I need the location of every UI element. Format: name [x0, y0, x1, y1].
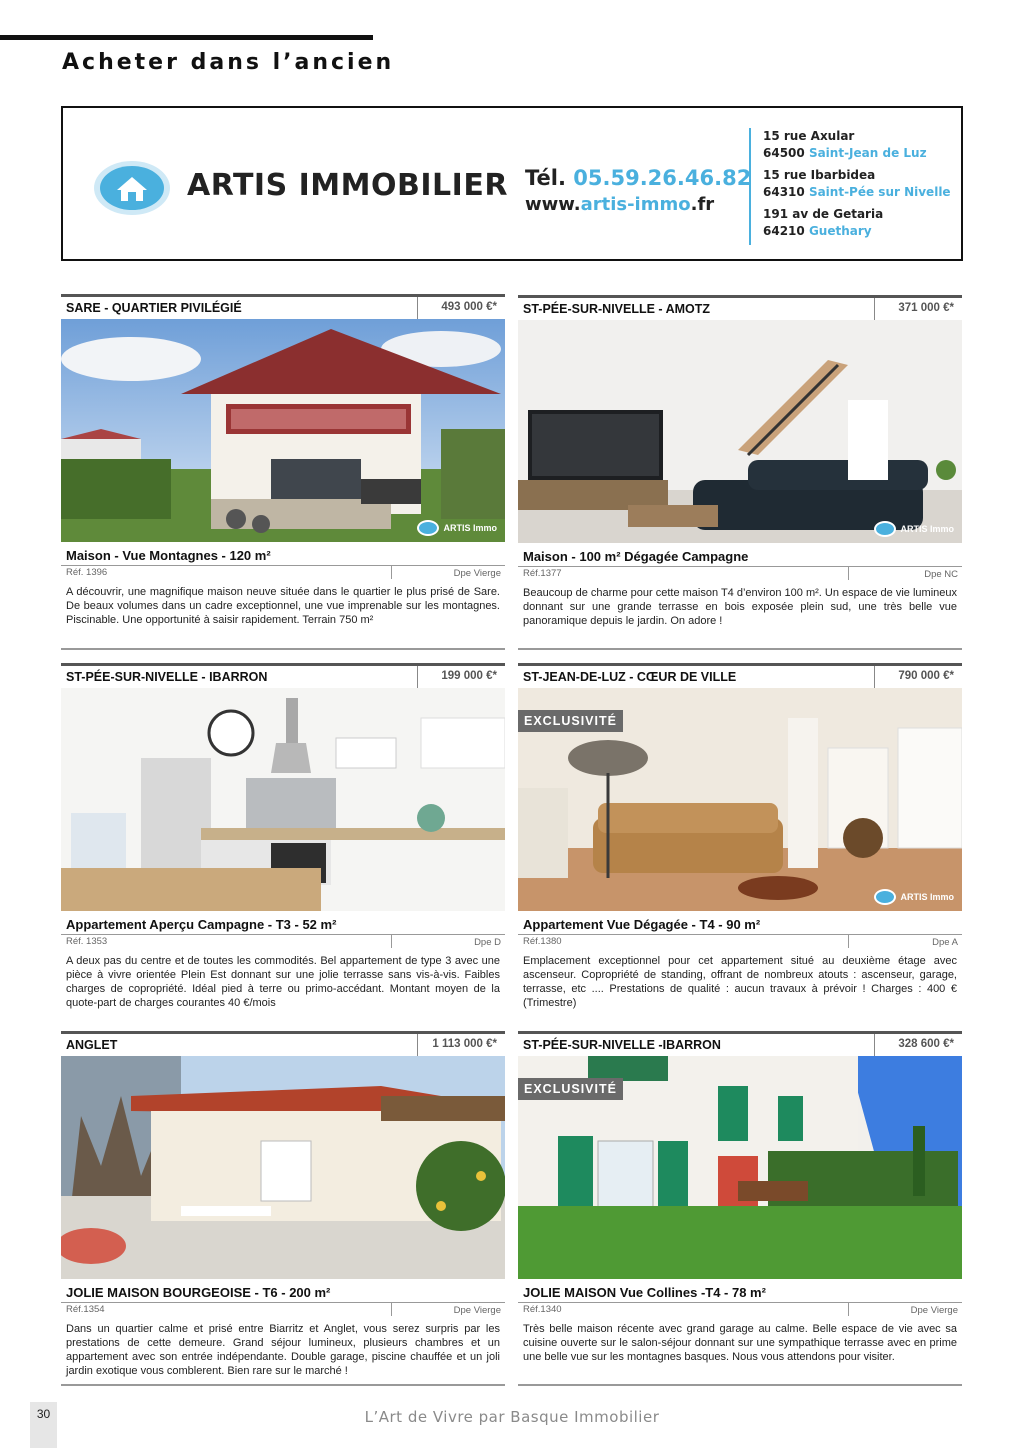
listing-title: Appartement Vue Dégagée - T4 - 90 m² [523, 917, 761, 932]
artis-logo-icon [874, 889, 896, 905]
listing-divider [518, 1384, 962, 1386]
listing-price: 199 000 €* [417, 666, 505, 688]
watermark-text: ARTIS Immo [900, 892, 954, 902]
listing-header [518, 1031, 962, 1056]
garden-house-photo[interactable] [518, 1056, 962, 1279]
listing-dpe: Dpe D [474, 937, 501, 948]
listing-location: ST-PÉE-SUR-NIVELLE -IBARRON [523, 1038, 721, 1052]
listing-ref-row [518, 1302, 962, 1316]
listing-dpe: Dpe Vierge [453, 1305, 501, 1316]
listing-description: A découvrir, une magnifique maison neuve située dans le quartier le plus prisé de Sare. De beaux volumes dans un cadre exceptionnel, une vue imprenable sur les montagnes. Piscinable. Une opportunité à saisir rapidement. Terrain 750 m² [66, 586, 500, 626]
listing-ref: Réf.1340 [523, 1304, 562, 1315]
listing-description: A deux pas du centre et de toutes les commodités. Bel appartement de type 3 avec une pièce à vivre orientée Plein Est donnant sur une jolie terrasse sans vis-à-vis. Faibles charges de copropriété. Idéal pied à terre ou primo-accédant. Montant moyen de la quote-part de charges courantes 40 €/mois [66, 955, 500, 1009]
artis-logo-icon [417, 520, 439, 536]
listing-location: SARE - QUARTIER PIVILÉGIÉ [66, 301, 242, 315]
web-suffix: .fr [690, 194, 715, 215]
listing-ref: Réf.1354 [66, 1304, 105, 1315]
address-postcode: 64210 [763, 224, 805, 238]
listing-ref-row [61, 934, 505, 948]
listing-dpe: Dpe A [932, 937, 958, 948]
address-city: Saint-Jean de Luz [808, 146, 927, 160]
web-prefix: www. [525, 194, 581, 215]
tel-label: Tél. [525, 166, 566, 190]
salon-photo[interactable] [518, 688, 962, 911]
listing-title: JOLIE MAISON Vue Collines -T4 - 78 m² [523, 1285, 766, 1300]
listing-description: Emplacement exceptionnel pour cet appartement situé au deuxième étage avec ascenseur. Copropriété de standing, offrant de nombreux atouts : ascenseur, garage, terrasse, etc .... Prestations de qualité : aucun travaux à prévoir ! Charges : 400 € (Trimestre) [523, 955, 957, 1009]
exclusivity-badge: EXCLUSIVITÉ [518, 710, 623, 732]
agency-phone[interactable] [525, 166, 751, 190]
address-postcode: 64310 [763, 185, 805, 199]
listing-location: ST-PÉE-SUR-NIVELLE - IBARRON [66, 670, 268, 684]
top-rule [0, 35, 373, 40]
watermark [874, 889, 954, 905]
listing-card[interactable] [518, 1031, 962, 1364]
listing-header [518, 295, 962, 320]
listing-location: ST-PÉE-SUR-NIVELLE - AMOTZ [523, 302, 711, 316]
listing-price: 1 113 000 €* [417, 1034, 505, 1056]
listing-ref-row [518, 566, 962, 580]
watermark-text: ARTIS Immo [900, 524, 954, 534]
listing-header [61, 1031, 505, 1056]
address-city-line [763, 184, 951, 201]
listing-dpe: Dpe Vierge [453, 568, 501, 579]
listing-description: Beaucoup de charme pour cette maison T4 d’environ 100 m². Un espace de vie lumineux donnant sur une grande terrasse en bois exposée plein sud, une très belle vue panoramique depuis le jardin. On adore ! [523, 587, 957, 627]
address-city-line [763, 223, 951, 240]
listing-ref-row [518, 934, 962, 948]
agency-website[interactable] [525, 194, 751, 215]
section-title: Acheter dans l’ancien [62, 50, 395, 75]
watermark [874, 521, 954, 537]
listing-divider [61, 1384, 505, 1386]
address-street: 191 av de Getaria [763, 207, 884, 221]
tel-number: 05.59.26.46.82 [573, 166, 752, 190]
listing-location: ST-JEAN-DE-LUZ - CŒUR DE VILLE [523, 670, 737, 684]
listing-title: Maison - Vue Montagnes - 120 m² [66, 548, 271, 563]
listing-card[interactable] [61, 1031, 505, 1378]
exclusivity-badge: EXCLUSIVITÉ [518, 1078, 623, 1100]
listing-dpe: Dpe Vierge [910, 1305, 958, 1316]
listing-header [61, 294, 505, 319]
listing-ref: Réf. 1353 [66, 936, 108, 947]
listing-ref: Réf. 1396 [66, 567, 108, 578]
listing-card[interactable] [518, 663, 962, 1010]
address-street: 15 rue Axular [763, 129, 855, 143]
house-photo[interactable] [61, 319, 505, 542]
listing-price: 493 000 €* [417, 297, 505, 319]
address-city: Guethary [808, 224, 872, 238]
listing-divider [61, 648, 505, 650]
address-block [763, 206, 951, 240]
listing-description: Dans un quartier calme et prisé entre Biarritz et Anglet, vous serez surpris par les prestations de cette demeure. Grand séjour lumineux, plusieurs chambres et un appartement avec son entrée indépendante. Double garage, piscine chauffée et un joli jardin exotique vous comblerent. Bien rare sur le marché ! [66, 1323, 500, 1377]
address-city: Saint-Pée sur Nivelle [808, 185, 951, 199]
listing-divider [518, 648, 962, 650]
listing-title: JOLIE MAISON BOURGEOISE - T6 - 200 m² [66, 1285, 331, 1300]
listing-location: ANGLET [66, 1038, 118, 1052]
address-block [763, 128, 951, 162]
listing-ref: Réf.1377 [523, 568, 562, 579]
listing-header [518, 663, 962, 688]
listing-price: 371 000 €* [874, 298, 962, 320]
listing-dpe: Dpe NC [924, 569, 958, 580]
villa-photo[interactable] [61, 1056, 505, 1279]
listing-ref: Réf.1380 [523, 936, 562, 947]
house-logo-icon [93, 160, 171, 216]
agency-addresses [749, 128, 951, 245]
listing-title: Appartement Aperçu Campagne - T3 - 52 m² [66, 917, 337, 932]
listing-card[interactable] [518, 295, 962, 628]
listing-ref-row [61, 565, 505, 579]
agency-contact [525, 166, 751, 215]
web-highlight: artis-immo [580, 194, 691, 215]
agency-name: ARTIS IMMOBILIER [187, 168, 508, 203]
listing-price: 790 000 €* [874, 666, 962, 688]
listing-title: Maison - 100 m² Dégagée Campagne [523, 549, 749, 564]
listing-description: Très belle maison récente avec grand garage au calme. Belle espace de vie avec sa cuisine ouverte sur le salon-séjour donnant sur une sympathique terrasse avec en prime une belle vue sur les montagnes basques. Nous vous attendons pour visiter. [523, 1323, 957, 1363]
address-street: 15 rue Ibarbidea [763, 168, 876, 182]
page-number: 30 [30, 1402, 57, 1448]
artis-logo-icon [874, 521, 896, 537]
listing-card[interactable] [61, 294, 505, 627]
address-block [763, 167, 951, 201]
watermark-text: ARTIS Immo [443, 523, 497, 533]
address-postcode: 64500 [763, 146, 805, 160]
footer-tagline: L’Art de Vivre par Basque Immobilier [364, 1408, 660, 1426]
address-city-line [763, 145, 951, 162]
agency-banner [61, 106, 963, 261]
listing-header [61, 663, 505, 688]
listing-ref-row [61, 1302, 505, 1316]
listing-card[interactable] [61, 663, 505, 1010]
listing-price: 328 600 €* [874, 1034, 962, 1056]
watermark [417, 520, 497, 536]
kitchen-photo[interactable] [61, 688, 505, 911]
living-room-photo[interactable] [518, 320, 962, 543]
